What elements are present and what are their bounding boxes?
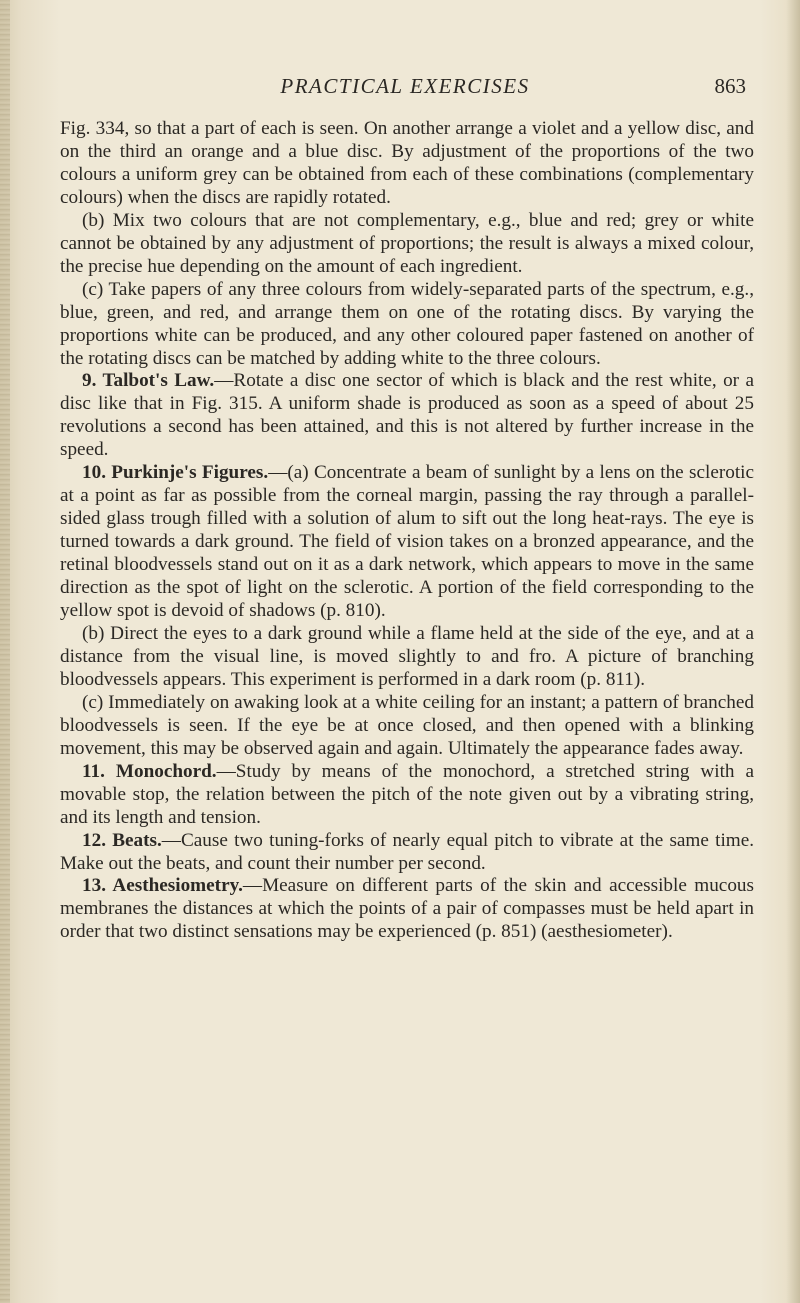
paragraph-non-complementary-colours	[60, 210, 754, 279]
page-body	[60, 118, 754, 944]
page-header	[60, 74, 750, 104]
section-beats	[60, 830, 754, 876]
paragraph-text: —Rotate a disc one sector of which is black and the rest white, or a disc like that in Fig. 315. A uniform shade is produced as soon as a speed of about 25 revolutions a second has been attained, and this is not altered by further increase in the speed.	[60, 370, 754, 461]
paragraph-awaking-experiment	[60, 692, 754, 761]
page-outer-edge	[786, 0, 800, 1303]
page-number: 863	[714, 74, 746, 98]
paragraph-text: —Cause two tuning-forks of nearly equal pitch to vibrate at the same time. Make out the beats, and count their number per second.	[60, 829, 755, 874]
section-heading: 10. Purkinje's Figures.	[82, 462, 269, 484]
paragraph-text: —Study by means of the monochord, a stretched string with a movable stop, the relation between the pitch of the note given out by a vibrating string, and its length and tension.	[60, 760, 754, 828]
paragraph-text: (c) Take papers of any three colours from widely-separated parts of the spectrum, e.g., blue, green, and red, and arrange them on one of the rotating discs. By varying the proportions white can be produced, and any other coloured paper fastened on another of the rotating discs can be matched by adding white to the three colours.	[60, 278, 754, 369]
paragraph-text: Fig. 334, so that a part of each is seen. On another arrange a violet and a yellow disc, and on the third an orange and a blue disc. By adjustment of the proportions of the two colours a uniform grey can be obtained from each of these combinations (complementary colours) when the discs are rapidly rotated.	[60, 118, 754, 208]
paragraph-text: —(a) Concentrate a beam of sunlight by a lens on the sclerotic at a point as far as possible from the corneal margin, passing the ray through a parallel-sided glass trough filled with a solution of alum to sift out the long heat-rays. The eye is turned towards a dark ground. The field of vision takes on a bronzed appearance, and the retinal bloodvessels stand out on it as a dark network, which appears to move in the same direction as the spot of light on the sclerotic. A portion of the field corresponding to the yellow spot is devoid of shadows (p. 810).	[60, 462, 755, 622]
section-heading: 9. Talbot's Law.	[82, 370, 215, 392]
paragraph-flame-experiment	[60, 623, 754, 692]
running-title: PRACTICAL EXERCISES	[280, 74, 530, 98]
paragraph-text: (b) Direct the eyes to a dark ground while a flame held at the side of the eye, and at a distance from the visual line, is moved slightly to and fro. A picture of branching bloodvessels appears. This experiment is performed in a dark room (p. 811).	[60, 622, 754, 690]
paragraph-text: (b) Mix two colours that are not complementary, e.g., blue and red; grey or white cannot be obtained by any adjustment of proportions; the result is always a mixed colour, the precise hue depending on the amount of each ingredient.	[60, 209, 754, 277]
page-binding-edge	[0, 0, 10, 1303]
section-heading: 12. Beats.	[82, 829, 162, 851]
section-aesthesiometry	[60, 875, 754, 944]
section-purkinje-figures	[60, 462, 754, 623]
paragraph-text: (c) Immediately on awaking look at a white ceiling for an instant; a pattern of branched bloodvessels is seen. If the eye be at once closed, and then opened with a blinking movement, this may be observed again and again. Ultimately the appearance fades away.	[60, 691, 754, 759]
section-talbots-law	[60, 370, 754, 462]
paragraph-three-colours	[60, 279, 754, 371]
section-heading: 13. Aesthesiometry.	[82, 875, 243, 897]
section-monochord	[60, 761, 754, 830]
paragraph-complementary-colours	[60, 118, 754, 210]
paragraph-text: —Measure on different parts of the skin and accessible mucous membranes the distances at which the points of a pair of compasses must be held apart in order that two distinct sensations may be experienced (p. 851) (aesthesiometer).	[60, 875, 754, 943]
section-heading: 11. Monochord.	[82, 760, 217, 782]
